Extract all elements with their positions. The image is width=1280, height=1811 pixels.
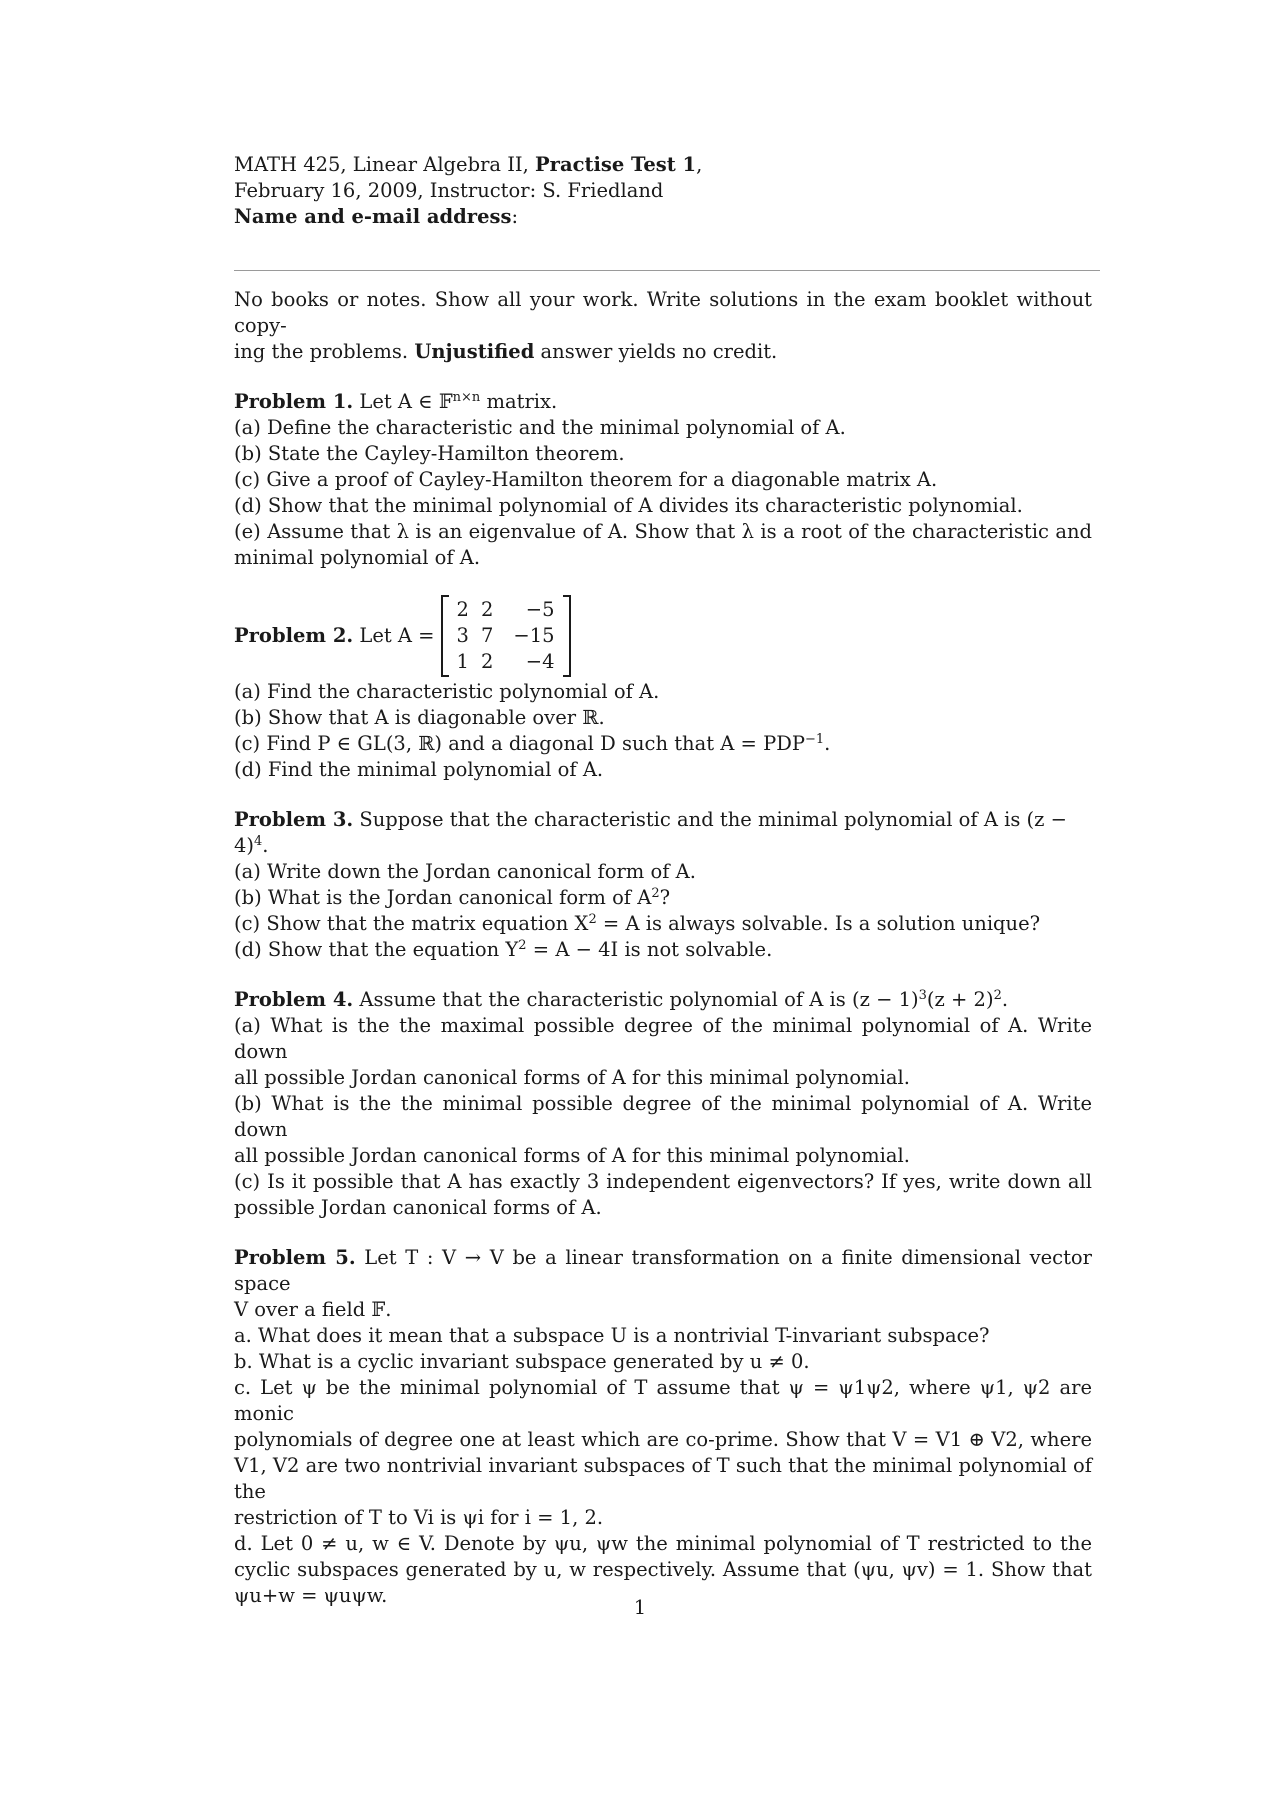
matrix-cell: 3: [456, 624, 469, 647]
course-title-line: MATH 425, Linear Algebra II, Practise Test 1,: [234, 153, 703, 176]
problem-2-part-a: (a) Find the characteristic polynomial of A.: [234, 680, 660, 703]
problem-5-part-b: b. What is a cyclic invariant subspace generated by u ≠ 0.: [234, 1350, 810, 1373]
problem-2-label: Problem 2.: [234, 624, 354, 647]
problem-1-part-b: (b) State the Cayley-Hamilton theorem.: [234, 442, 625, 465]
problem-5-part-c: c. Let ψ be the minimal polynomial of T assume that ψ = ψ1ψ2, where ψ1, ψ2 are monic: [234, 1376, 1092, 1425]
exam-content: [234, 152, 1092, 1609]
date-instructor-line: February 16, 2009, Instructor: S. Friedland: [234, 179, 664, 202]
problem-4-part-c-cont: possible Jordan canonical forms of A.: [234, 1196, 602, 1219]
matrix-cell: 2: [456, 598, 469, 621]
matrix-cell: −15: [513, 624, 555, 647]
problem-5-part-d-cont2: ψu+w = ψuψw.: [234, 1584, 388, 1607]
problem-5-part-d: d. Let 0 ≠ u, w ∈ V. Denote by ψu, ψw the minimal polynomial of T restricted to the: [234, 1532, 1092, 1555]
matrix-cell: −4: [525, 650, 555, 673]
problem-1-label: Problem 1.: [234, 390, 354, 413]
problem-2-part-d: (d) Find the minimal polynomial of A.: [234, 758, 604, 781]
problem-3-label: Problem 3.: [234, 808, 354, 831]
problem-1-part-e-cont: minimal polynomial of A.: [234, 546, 481, 569]
matrix-cell: 2: [480, 598, 494, 621]
matrix-cell: 7: [480, 624, 494, 647]
instructions: No books or notes. Show all your work. Write solutions in the exam booklet without copy- ing the problems. Unjustified answer yields no credit.: [234, 288, 1092, 363]
separator-rule: [234, 270, 1100, 271]
problem-4-label: Problem 4.: [234, 988, 354, 1011]
problem-4-part-b: (b) What is the the minimal possible degree of the minimal polynomial of A. Write down: [234, 1092, 1092, 1141]
problem-5-part-c-cont1: polynomials of degree one at least which are co-prime. Show that V = V1 ⊕ V2, where: [234, 1428, 1092, 1451]
problem-5: [234, 1245, 1092, 1609]
problem-4-part-a: (a) What is the the maximal possible degree of the minimal polynomial of A. Write down: [234, 1014, 1092, 1063]
problem-5-label: Problem 5.: [234, 1246, 356, 1269]
problem-4: [234, 987, 1092, 1221]
problem-1: [234, 389, 1092, 571]
problem-1-part-c: (c) Give a proof of Cayley-Hamilton theorem for a diagonable matrix A.: [234, 468, 938, 491]
matrix-row: [451, 623, 561, 649]
problem-5-part-d-cont1: cyclic subspaces generated by u, w respectively. Assume that (ψu, ψv) = 1. Show that: [234, 1558, 1092, 1581]
problem-2: [234, 595, 1092, 783]
problem-4-part-a-cont: all possible Jordan canonical forms of A for this minimal polynomial.: [234, 1066, 910, 1089]
matrix-cell: −5: [525, 598, 555, 621]
problem-5-part-c-cont2: V1, V2 are two nontrivial invariant subspaces of T such that the minimal polynomial of the: [234, 1454, 1092, 1503]
matrix-a: [441, 595, 571, 677]
problem-4-part-c: (c) Is it possible that A has exactly 3 independent eigenvectors? If yes, write down all: [234, 1170, 1092, 1193]
test-title: Practise Test 1: [535, 153, 697, 176]
problem-3-part-a: (a) Write down the Jordan canonical form of A.: [234, 860, 696, 883]
problem-5-part-c-cont3: restriction of T to Vi is ψi for i = 1, 2.: [234, 1506, 604, 1529]
matrix-row: [451, 649, 561, 675]
problem-5-part-a: a. What does it mean that a subspace U is a nontrivial T-invariant subspace?: [234, 1324, 990, 1347]
name-email-line: Name and e-mail address:: [234, 205, 519, 228]
problem-5-intro-cont: V over a field 𝔽.: [234, 1298, 392, 1321]
problem-3-part-c: (c) Show that the matrix equation $X^2 = A$ is always solvable. Is a solution unique?: [234, 911, 1041, 935]
problem-3-intro: Problem 3. Suppose that the characteristic and the minimal polynomial of A is $(z - 4)^4$.: [234, 808, 1067, 857]
problem-1-part-a: (a) Define the characteristic and the minimal polynomial of A.: [234, 416, 846, 439]
problem-3: [234, 807, 1092, 963]
problem-2-part-c: (c) Find P ∈ GL(3, ℝ) and a diagonal D such that $A = PDP^{-1}$.: [234, 731, 831, 755]
problem-4-intro: Problem 4. Assume that the characteristic polynomial of A is $(z - 1)^3(z + 2)^2$.: [234, 987, 1009, 1011]
matrix-cell: 1: [456, 650, 469, 673]
matrix-row: [451, 597, 561, 623]
page-number: 1: [633, 1596, 647, 1619]
problem-1-intro: Problem 1. Let A ∈ 𝔽$^{n\times n}$ matrix.: [234, 389, 558, 413]
problem-1-part-d: (d) Show that the minimal polynomial of A divides its characteristic polynomial.: [234, 494, 1023, 517]
problem-3-part-b: (b) What is the Jordan canonical form of $A^2$?: [234, 885, 671, 909]
problem-1-part-e: (e) Assume that λ is an eigenvalue of A. Show that λ is a root of the characteristic and: [234, 520, 1092, 543]
problem-3-part-d: (d) Show that the equation $Y^2 = A - 4I$ is not solvable.: [234, 937, 773, 961]
problem-5-intro: Problem 5. Let T : V → V be a linear transformation on a finite dimensional vector space: [234, 1246, 1092, 1295]
problem-4-part-b-cont: all possible Jordan canonical forms of A for this minimal polynomial.: [234, 1144, 910, 1167]
problem-2-intro: Problem 2. Let A = 2 2 −5 3 7 −15 1 2 −4: [234, 595, 1092, 677]
matrix-cell: 2: [480, 650, 494, 673]
problem-2-part-b: (b) Show that A is diagonable over ℝ.: [234, 706, 605, 729]
